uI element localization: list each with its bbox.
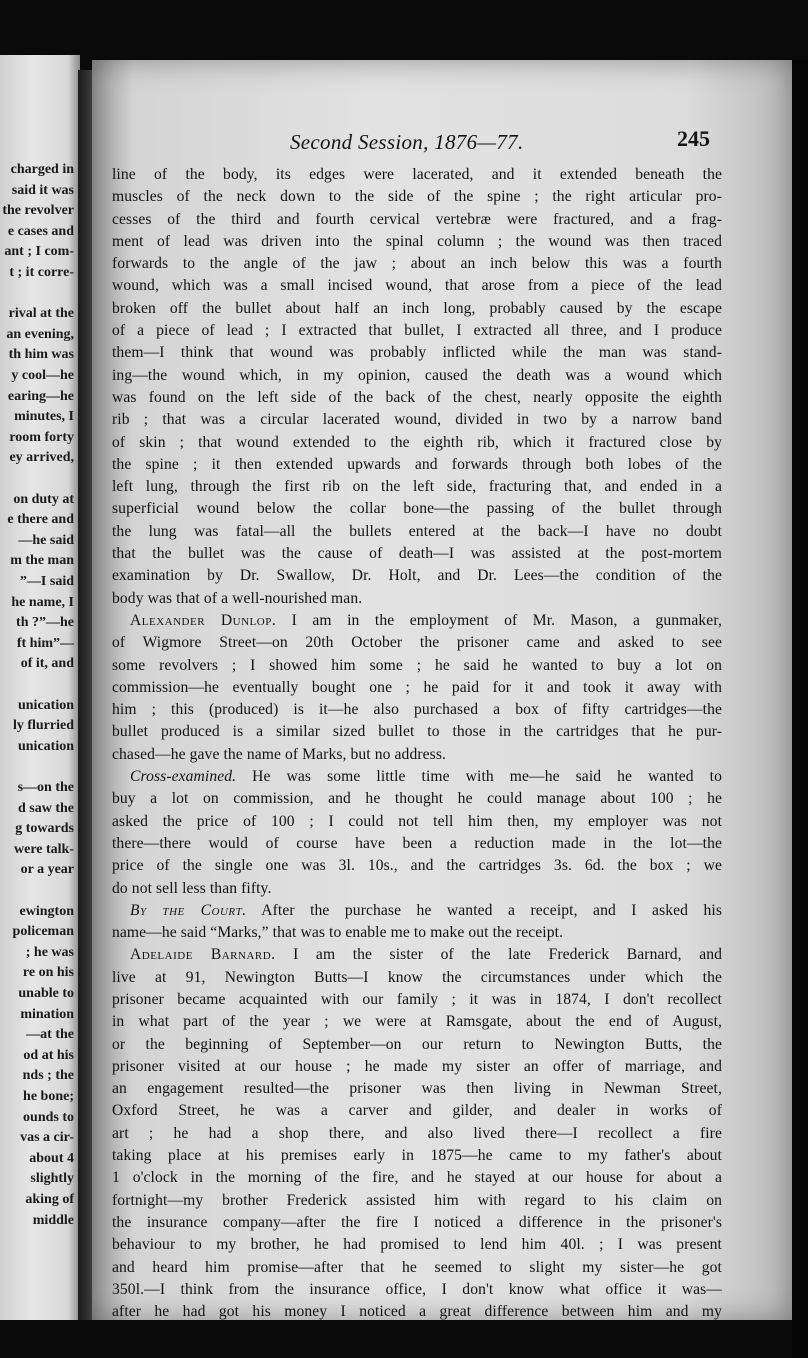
text-line-content: I am the sister of the late Frederick Barnard, and: [275, 946, 722, 964]
text-line: buy a lot on commission, and he thought he could manage about 100 ; he: [112, 790, 722, 808]
left-page-fragment: room forty: [9, 429, 74, 445]
text-line: muscles of the neck down to the side of the spine ; the right articular pro-: [112, 188, 722, 206]
paragraph-cross-examined: [112, 766, 722, 900]
left-page-fragment: t ; it corre-: [9, 265, 74, 280]
left-page-fragment: ewington: [19, 903, 74, 919]
left-page-fragment: —at the: [26, 1027, 74, 1043]
text-line: ing—the wound which, in my opinion, caused the death was a wound which: [112, 366, 722, 384]
text-line: that the bullet was the cause of death—I was assisted at the post-mortem: [112, 545, 722, 563]
text-line-content: I am in the employment of Mr. Mason, a gunmaker,: [276, 611, 722, 629]
text-line: asked the price of 100 ; I could not tell him then, my employer was not: [112, 812, 722, 830]
left-page-fragment: ey arrived,: [9, 450, 74, 466]
text-line: the spine ; it then extended upwards and forwards through both lobes of the: [112, 455, 722, 473]
left-page-fragment: ounds to: [23, 1109, 74, 1125]
left-page-fragment: th him was: [8, 347, 74, 363]
text-line: some revolvers ; I showed him some ; he said he wanted to buy a lot on: [112, 656, 722, 674]
text-line: superficial wound below the collar bone—the passing of the bullet through: [112, 500, 722, 518]
left-page-fragment: on duty at: [13, 491, 74, 507]
text-line: examination by Dr. Swallow, Dr. Holt, and Dr. Lees—the condition of the: [112, 567, 722, 585]
left-page-fragment: mination: [20, 1006, 74, 1022]
left-page-fragment: said it was: [11, 182, 74, 198]
left-page-fragment: m the man: [10, 553, 74, 569]
text-line: chased—he gave the name of Marks, but no address.: [112, 745, 446, 763]
text-line: behaviour to my brother, he had promised to lend him 40l. ; I was present: [112, 1236, 722, 1254]
text-line: was found on the left side of the back of the chest, nearly opposite the eighth: [112, 388, 722, 406]
left-facing-page: [0, 55, 80, 1320]
text-line: [112, 944, 722, 966]
left-page-fragment: vas a cir-: [20, 1130, 74, 1146]
text-line: Oxford Street, he was a carver and gilder, and dealer in works of: [112, 1102, 722, 1120]
speaker-name: Alexander Dunlop.: [130, 611, 277, 629]
left-page-fragment: charged in: [10, 162, 74, 177]
left-page-fragment: aking of: [25, 1192, 74, 1207]
text-line: him ; this (produced) is it—he also purchased a box of fifty cartridges—the: [112, 701, 722, 719]
main-page: [92, 60, 792, 1320]
text-line: rib ; that was a circular lacerated wound, divided in two by a narrow band: [112, 411, 722, 429]
left-page-fragment: middle: [32, 1212, 74, 1228]
left-page-fragment: g towards: [15, 821, 74, 837]
left-page-fragment: he bone;: [23, 1089, 74, 1104]
left-page-fragment: slightly: [30, 1171, 74, 1187]
text-line-content: After the purchase he wanted a receipt, and I asked his: [246, 901, 722, 919]
speaker-name: Adelaide Barnard.: [130, 946, 276, 964]
left-page-fragment: ”—I said: [19, 574, 74, 589]
left-page-fragment: policeman: [12, 924, 74, 940]
text-line: of a piece of lead ; I extracted that bullet, I extracted all three, and I produce: [112, 322, 722, 340]
text-line: taking place at his premises early in 1875—he came to my father's about: [112, 1147, 722, 1165]
text-line: 350l.—I think from the insurance office, I don't know what office it was—: [112, 1280, 722, 1298]
left-page-fragment: od at his: [23, 1047, 74, 1063]
left-page-fragment: unable to: [18, 986, 74, 1001]
text-line: in what part of the year ; we were at Ramsgate, about the end of August,: [112, 1013, 722, 1031]
left-page-fragment: unication: [17, 738, 74, 754]
left-page-fragment: e cases and: [7, 223, 74, 239]
text-line: [112, 610, 722, 632]
left-page-fragment: of it, and: [20, 656, 74, 672]
left-page-fragment: ft him”—: [16, 635, 74, 651]
text-line: ment of lead was driven into the spinal column ; the wound was then traced: [112, 232, 722, 250]
text-line: them—I think that wound was probably inflicted while the man was stand-: [112, 344, 722, 362]
text-line: [112, 900, 722, 922]
text-line: after he had got his money I noticed a great difference between him and my: [112, 1303, 722, 1321]
text-line: commission—he eventually bought one ; he paid for it and took it away with: [112, 678, 722, 696]
section-label: Cross-examined.: [130, 768, 237, 786]
left-page-fragment: —he said: [18, 532, 74, 548]
text-line: the lung was fatal—all the bullets entered at the back—I have no doubt: [112, 522, 722, 540]
text-line: art ; he had a shop there, and also lived there—I recollect a fire: [112, 1124, 722, 1142]
text-line: cesses of the third and fourth cervical vertebræ were fractured, and a frag-: [112, 210, 722, 228]
text-line: 1 o'clock in the morning of the fire, and he stayed at our house for about a: [112, 1169, 722, 1187]
text-line: prisoner visited at our house ; he made my sister an offer of marriage, and: [112, 1057, 722, 1075]
left-page-fragment: earing—he: [7, 388, 74, 404]
left-page-fragment: or a year: [20, 862, 74, 878]
left-page-fragment: y cool—he: [11, 368, 74, 383]
text-line: there—there would of course have been a reduction made in the lot—the: [112, 834, 722, 852]
text-line: left lung, through the first rib on the left side, fracturing that, and ended in a: [112, 478, 722, 496]
text-line: live at 91, Newington Butts—I know the circumstances under which the: [112, 968, 722, 986]
left-page-fragment: an evening,: [6, 326, 74, 342]
left-page-fragment: he name, I: [11, 594, 74, 610]
left-page-fragment: minutes, I: [14, 409, 74, 425]
text-line: of Wigmore Street—on 20th October the prisoner came and asked to see: [112, 634, 722, 652]
left-page-fragment: th ?”—he: [16, 615, 74, 631]
section-label: By the Court.: [130, 901, 247, 919]
text-line: bullet produced is a similar sized bullet to those in the cartridges that he pur-: [112, 723, 722, 741]
left-page-fragment: ; he was: [25, 944, 74, 960]
left-page-fragment: about 4: [29, 1150, 74, 1166]
left-page-fragment: nds ; the: [22, 1068, 74, 1084]
left-page-fragment: unication: [17, 697, 74, 713]
text-line: [112, 766, 722, 788]
text-line: of skin ; that wound extended to the eighth rib, which it fractured close by: [112, 433, 722, 451]
text-line: forwards to the angle of the jaw ; about an inch below this was a fourth: [112, 255, 722, 273]
body-text: [112, 164, 722, 1323]
scan-right-edge: [792, 60, 808, 1358]
text-line-content: He was some little time with me—he said he wanted to: [236, 768, 722, 786]
paragraph-medical-testimony: [112, 164, 722, 610]
paragraph-dunlop-testimony: [112, 610, 722, 766]
page-number: 245: [677, 126, 710, 151]
left-page-fragment: rival at the: [8, 306, 74, 322]
running-head: Second Session, 1876—77.: [290, 130, 524, 154]
text-line: name—he said “Marks,” that was to enable me to make out the receipt.: [112, 924, 564, 942]
text-line: do not sell less than fifty.: [112, 879, 272, 897]
left-page-fragment: d saw the: [17, 800, 74, 816]
text-line: line of the body, its edges were lacerated, and it extended beneath the: [112, 166, 722, 183]
text-line: price of the single one was 3l. 10s., and the cartridges 3s. 6d. the box ; we: [112, 857, 722, 875]
text-line: wound, which was a small incised wound, that arose from a piece of the lead: [112, 277, 722, 295]
paragraph-by-the-court: [112, 900, 722, 945]
text-line: prisoner became acquainted with our family ; it was in 1874, I don't recollect: [112, 990, 722, 1008]
left-page-fragment: ant ; I com-: [4, 244, 74, 260]
left-page-fragment: the revolver: [2, 203, 74, 219]
text-line: or the beginning of September—on our return to Newington Butts, the: [112, 1035, 722, 1053]
text-line: broken off the bullet about half an inch long, probably caused by the escape: [112, 299, 722, 317]
left-page-fragment: ly flurried: [12, 718, 74, 734]
paragraph-barnard-testimony: [112, 944, 722, 1323]
left-page-fragment: s—on the: [17, 780, 74, 795]
left-page-fragment: re on his: [22, 965, 74, 981]
left-page-fragment: were talk-: [14, 841, 74, 857]
text-line: and heard him promise—after that he seemed to slight my sister—he got: [112, 1258, 722, 1276]
text-line: the insurance company—after the fire I noticed a difference in the prisoner's: [112, 1213, 722, 1231]
left-page-fragment: e there and: [7, 512, 74, 528]
text-line: body was that of a well-nourished man.: [112, 589, 363, 607]
text-line: fortnight—my brother Frederick assisted him with regard to his claim on: [112, 1191, 722, 1209]
text-line: an engagement resulted—the prisoner was then living in Newman Street,: [112, 1080, 722, 1098]
